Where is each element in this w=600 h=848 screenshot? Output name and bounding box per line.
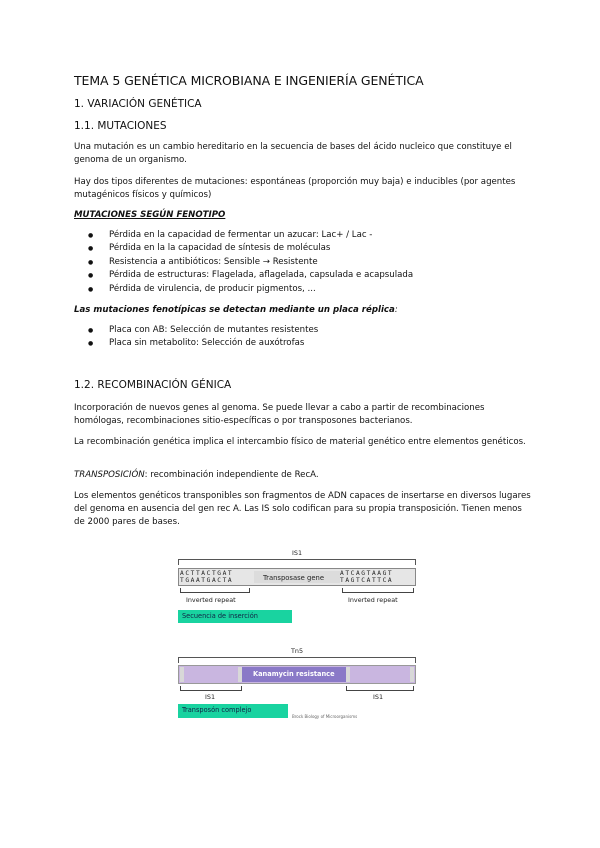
list-item: ● Placa sin metabolito: Selección de auxótrofas — [74, 337, 318, 350]
list-item: ● Pérdida de estructuras: Flagelada, aflagelada, capsulada e acapsulada — [74, 269, 413, 282]
document-title: TEMA 5 GENÉTICA MICROBIANA E INGENIERÍA GENÉTICA — [74, 73, 424, 88]
right-seq-bottom: TAGTCATTCA — [340, 577, 394, 585]
subsection-heading-recombinacion: 1.2. RECOMBINACIÓN GÉNICA — [74, 379, 232, 391]
list-item: ● Placa con AB: Selección de mutantes resistentes — [74, 324, 318, 337]
placa-replica-text: Las mutaciones fenotípicas se detectan mediante un placa réplica — [74, 305, 395, 315]
transposase-label: Transposase gene — [263, 574, 325, 582]
is1-left-label: IS1 — [205, 693, 216, 701]
list-item: ● Pérdida en la la capacidad de síntesis de moléculas — [74, 242, 413, 255]
is1-left-bracket — [180, 686, 242, 691]
is1-bracket — [178, 559, 416, 565]
figure-credit: Brock Biology of Microorganisms — [292, 714, 358, 719]
tn5-end-right — [410, 667, 414, 682]
left-seq-bottom: TGAATGACTA — [180, 577, 234, 585]
transposicion-line — [74, 469, 319, 482]
is1-right-label: IS1 — [373, 693, 384, 701]
paragraph-incorporacion: Incorporación de nuevos genes al genoma. Se puede llevar a cabo a partir de recombinaciones homólogas, recombinaciones sitio-específicas o por transposones bacterianos. — [74, 403, 485, 427]
inverted-repeat-right: Inverted repeat — [348, 596, 398, 604]
transposon-figure — [174, 549, 424, 719]
green-label-insercion: Secuencia de inserción — [178, 610, 292, 623]
fenotipo-heading: MUTACIONES SEGÚN FENOTIPO — [74, 210, 226, 220]
transposicion-label: TRANSPOSICIÓN — [74, 470, 145, 480]
tn5-end-left — [180, 667, 184, 682]
placa-replica-colon: : — [394, 305, 398, 315]
right-seq-top: ATCAGTAAGT — [340, 570, 394, 577]
green-label-complejo: Transposón complejo — [178, 704, 288, 718]
paragraph-elementos-transponibles: Los elementos genéticos transponibles son fragmentos de ADN capaces de insertarse en diversos lugares del genoma en ausencia del gen rec A. Las IS solo codifican para su propia transposición. Tienen menos de 2000 pares de bases. — [74, 491, 531, 528]
list-item: ● Pérdida de virulencia, de producir pigmentos, ... — [74, 283, 413, 296]
paragraph-mutacion-definicion: Una mutación es un cambio hereditario en la secuencia de bases del ácido nucleico que constituye el genoma de un organismo. — [74, 142, 512, 166]
tn5-label: Tn5 — [291, 647, 304, 655]
subsection-heading-mutaciones: 1.1. MUTACIONES — [74, 120, 167, 132]
placa-replica-heading — [74, 305, 398, 315]
tn5-is-boundary-right — [346, 667, 350, 682]
paragraph-tipos-mutaciones: Hay dos tipos diferentes de mutaciones: espontáneas (proporción muy baja) e inducibles (por agentes mutagénicos físicos y químicos) — [74, 177, 516, 201]
list-item: ● Pérdida en la capacidad de fermentar un azucar: Lac+ / Lac - — [74, 229, 413, 242]
placa-list — [74, 324, 318, 351]
right-inverted-sequence — [340, 570, 414, 584]
left-repeat-bracket — [180, 588, 250, 593]
inverted-repeat-left: Inverted repeat — [186, 596, 236, 604]
tn5-bracket — [178, 657, 416, 663]
section-heading-variacion: 1. VARIACIÓN GENÉTICA — [74, 98, 202, 110]
transposicion-text: : recombinación independiente de RecA. — [144, 470, 319, 480]
fenotipo-list — [74, 229, 413, 296]
paragraph-recombinacion-genetica: La recombinación genética implica el intercambio físico de material genético entre elementos genéticos. — [74, 437, 526, 447]
list-item: ● Resistencia a antibióticos: Sensible → Resistente — [74, 256, 413, 269]
left-seq-top: ACTTACTGAT — [180, 570, 234, 577]
right-repeat-bracket — [342, 588, 414, 593]
left-inverted-sequence — [180, 570, 250, 584]
is1-figure-label: IS1 — [292, 549, 303, 557]
kanamycin-label: Kanamycin resistance — [253, 670, 335, 678]
is1-right-bracket — [346, 686, 414, 691]
